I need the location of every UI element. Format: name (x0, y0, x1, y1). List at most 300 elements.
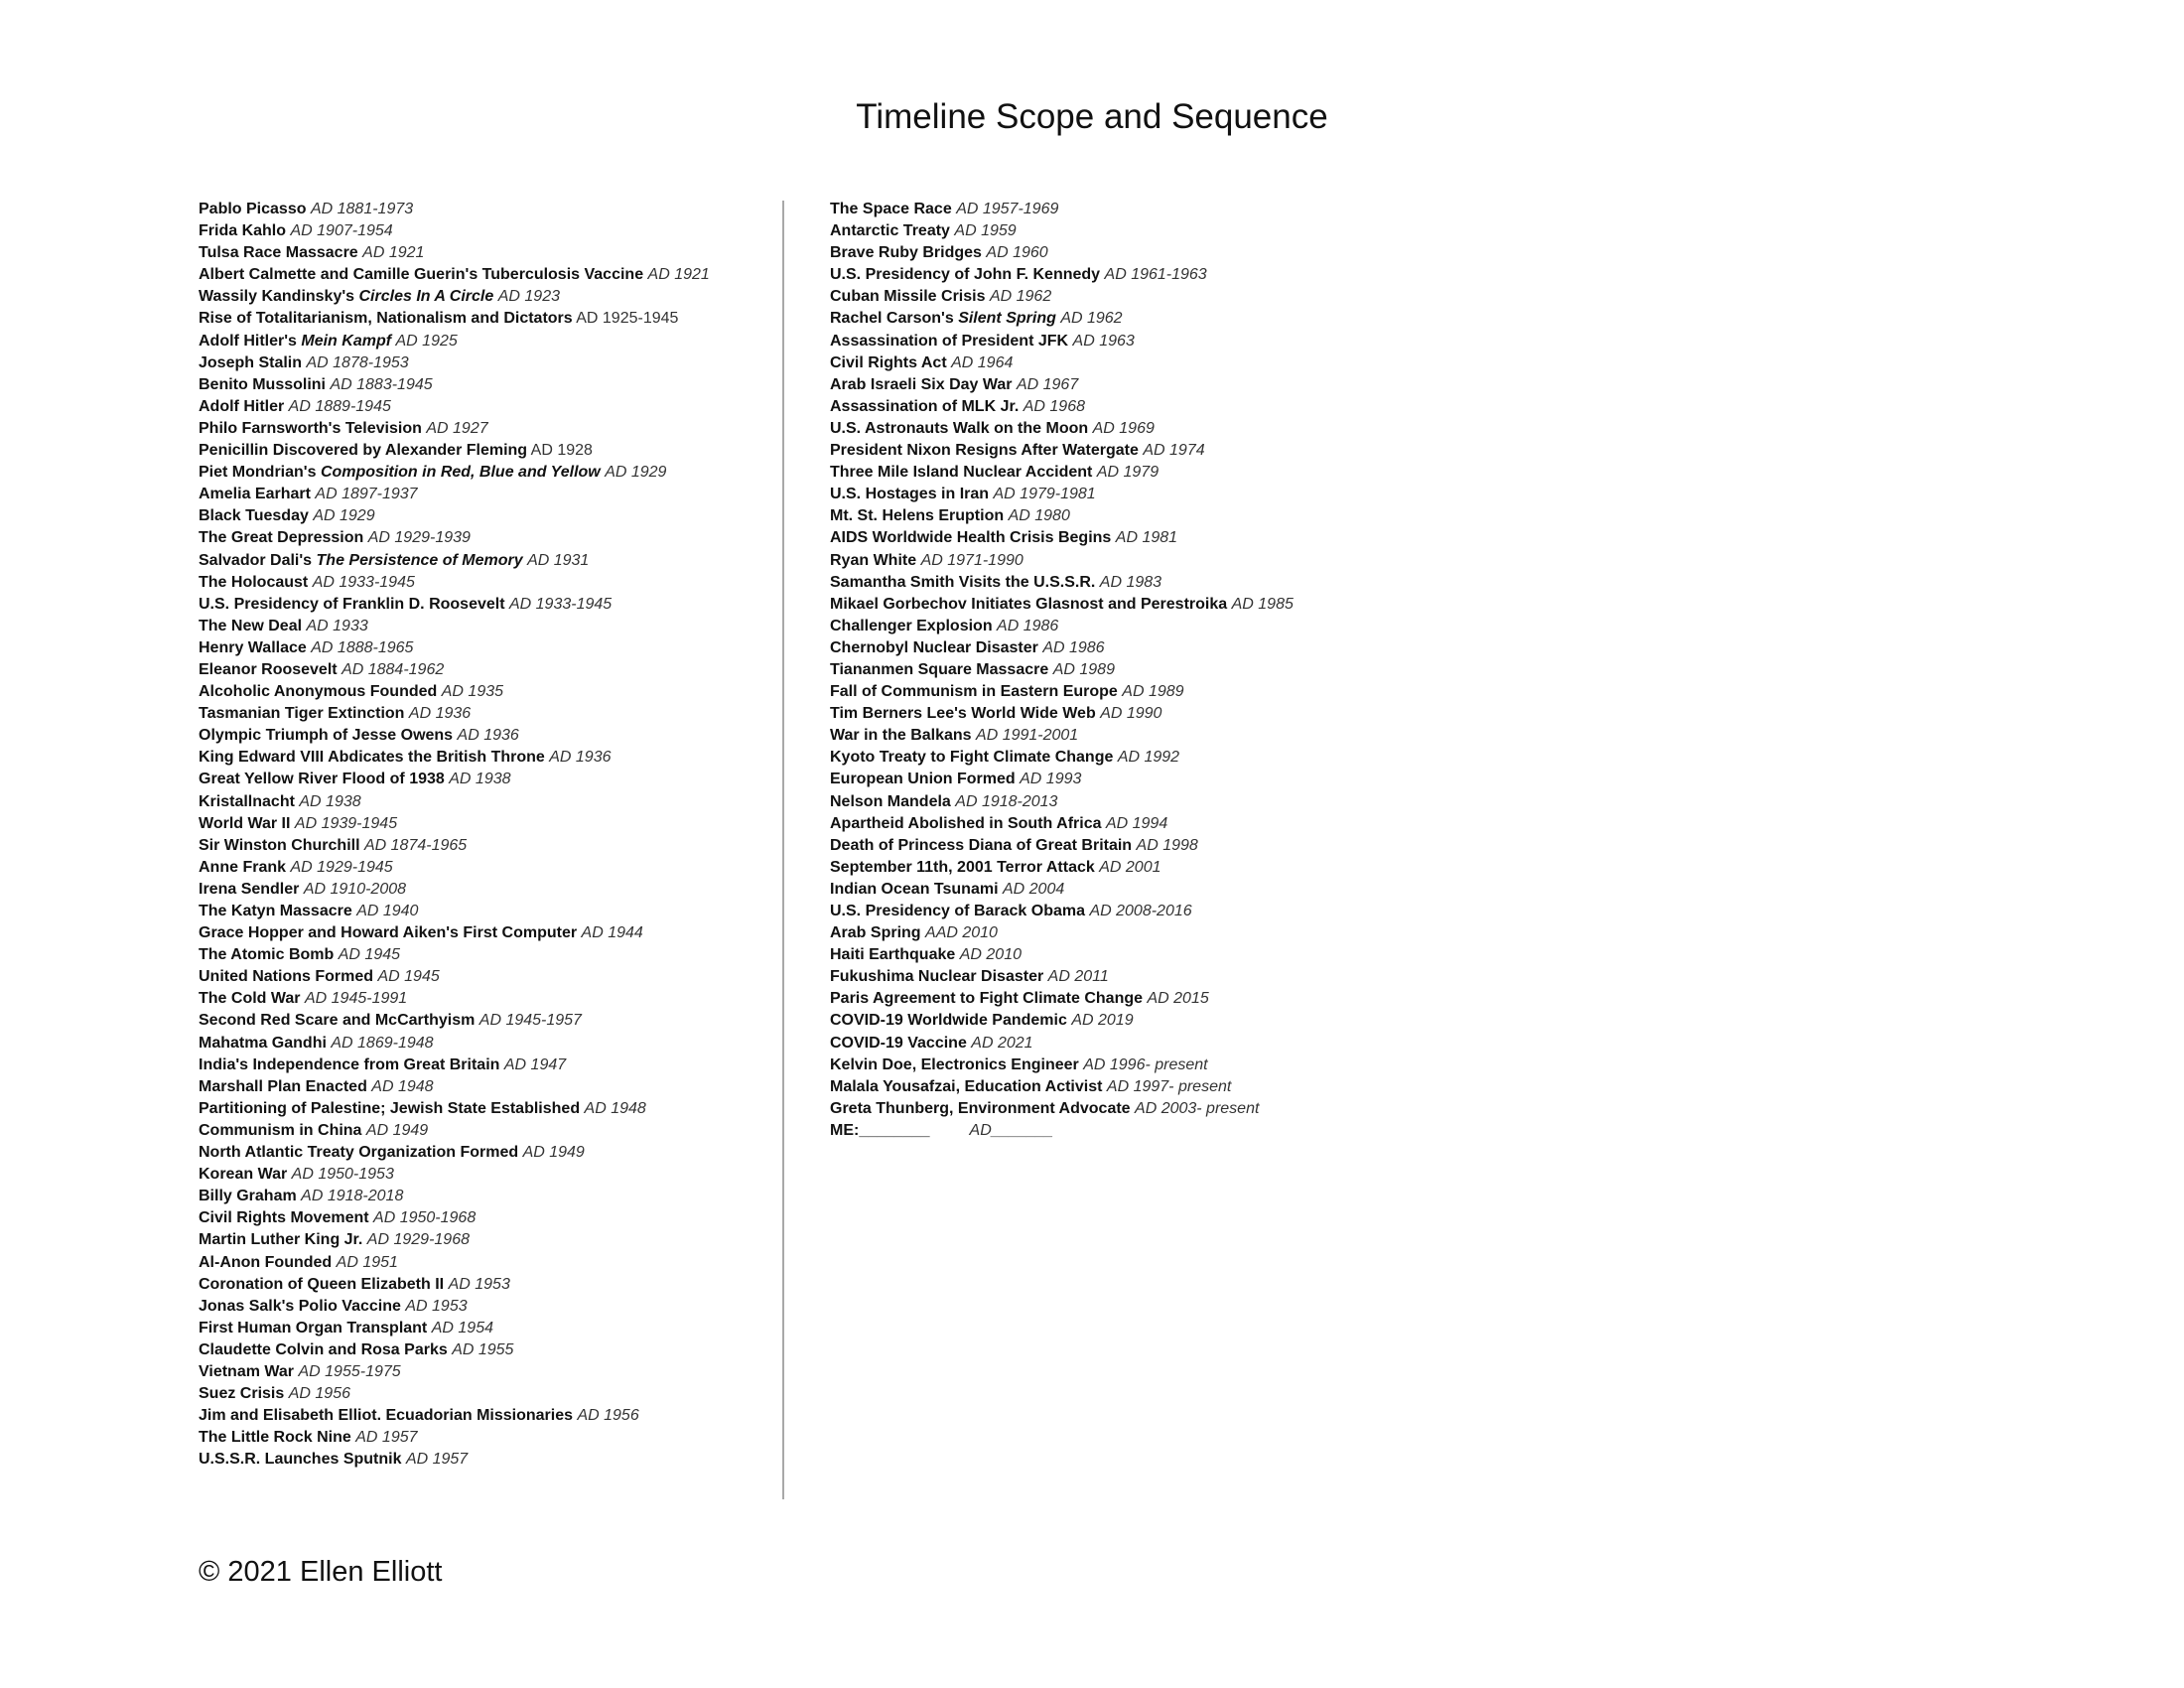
timeline-entry (830, 879, 1386, 901)
entry-name (199, 1451, 401, 1468)
entry-name (830, 222, 950, 239)
timeline-entry (199, 1296, 715, 1318)
entry-name-text: Civil Rights Movement (199, 1209, 369, 1227)
entry-name-text: Kristallnacht (199, 792, 295, 810)
entry-name (830, 420, 1088, 437)
entry-name-text: Second Red Scare and McCarthyism (199, 1012, 476, 1030)
entry-name-text: Adolf Hitler (199, 397, 285, 415)
entry-name (199, 881, 299, 898)
entry-name (199, 266, 643, 283)
entry-name-text: Rise of Totalitarianism, Nationalism and Dictators (199, 310, 573, 328)
entry-name (830, 1122, 930, 1139)
timeline-entry (830, 835, 1386, 857)
entry-name-text: Wassily Kandinsky's (199, 288, 359, 306)
entry-name (199, 705, 404, 722)
timeline-entry (830, 1120, 1386, 1142)
timeline-entry (199, 1449, 715, 1471)
entry-name-text: Suez Crisis (199, 1385, 285, 1403)
entry-date: AD 1939-1945 (294, 814, 398, 832)
timeline-entry (199, 901, 715, 922)
entry-name (199, 288, 493, 305)
entry-name (199, 1298, 401, 1315)
entry-name (830, 1078, 1102, 1095)
entry-date: AD 2019 (1071, 1012, 1134, 1030)
entry-name-text: Anne Frank (199, 858, 287, 876)
timeline-entry (199, 725, 715, 747)
entry-name-text: The Holocaust (199, 573, 309, 591)
timeline-entry (830, 308, 1386, 330)
entry-date: AD 1929 (313, 507, 375, 525)
timeline-entry (830, 681, 1386, 703)
entry-name (199, 398, 284, 415)
entry-name-text: Henry Wallace (199, 638, 307, 656)
entry-name-text: Eleanor Roosevelt (199, 660, 338, 678)
entry-date: AD 1945-1957 (478, 1012, 582, 1030)
entry-name-text: Coronation of Queen Elizabeth II (199, 1275, 445, 1293)
timeline-entry (199, 791, 715, 813)
entry-date: AD 1981 (1115, 529, 1178, 547)
timeline-entry (830, 1033, 1386, 1055)
entry-date: AD 1955 (452, 1340, 514, 1358)
entry-name-text: The Great Depression (199, 529, 364, 547)
entry-name-text: King Edward VIII Abdicates the British Throne (199, 749, 545, 767)
entry-date: AD 1963 (1072, 332, 1135, 350)
timeline-entry (199, 1076, 715, 1098)
entry-name-text: Benito Mussolini (199, 375, 326, 393)
entry-name (199, 946, 334, 963)
entry-name (199, 354, 302, 371)
entry-name-text: Jonas Salk's Polio Vaccine (199, 1297, 401, 1315)
entry-name (199, 596, 505, 613)
entry-name-text: U.S. Hostages in Iran (830, 486, 990, 503)
entry-name (199, 201, 307, 217)
entry-date: AD 1929-1939 (367, 529, 471, 547)
entry-name (199, 552, 523, 569)
entry-date: AD 1945 (338, 946, 401, 964)
entry-date: AD 1883-1945 (330, 375, 433, 393)
entry-name-text: Apartheid Abolished in South Africa (830, 814, 1102, 832)
entry-date: AD 1897-1937 (315, 486, 418, 503)
entry-name-text: The Little Rock Nine (199, 1429, 351, 1447)
entry-name-text: COVID-19 Vaccine (830, 1034, 967, 1052)
entry-date: AD 1974 (1143, 442, 1205, 460)
entry-name-text: Vietnam War (199, 1362, 295, 1380)
entry-name (830, 793, 951, 810)
entry-name-text: U.S. Astronauts Walk on the Moon (830, 419, 1089, 437)
timeline-entry (199, 703, 715, 725)
entry-name (830, 859, 1095, 876)
entry-date: AD 1993 (1020, 771, 1082, 788)
entry-date: AD 1954 (431, 1319, 493, 1336)
entry-name (199, 903, 352, 919)
entry-date: AD 1971-1990 (920, 551, 1024, 569)
timeline-entry (830, 220, 1386, 242)
entry-name-text: The Space Race (830, 201, 952, 217)
entry-name (830, 1035, 967, 1052)
entry-name (199, 661, 338, 678)
entry-date: AD 2001 (1099, 858, 1161, 876)
entry-date: AD 1967 (1016, 375, 1079, 393)
entry-name-text: Alcoholic Anonymous Founded (199, 683, 438, 701)
entry-name-text: Frida Kahlo (199, 222, 287, 240)
timeline-entry (830, 505, 1386, 527)
timeline-entry (199, 550, 715, 572)
entry-date: AD 1983 (1099, 573, 1162, 591)
timeline-entry (199, 659, 715, 681)
timeline-entry (830, 901, 1386, 922)
entry-name (199, 1341, 448, 1358)
entry-date: AD 1956 (288, 1385, 350, 1403)
timeline-entry (199, 1120, 715, 1142)
entry-name (199, 859, 286, 876)
entry-name-text: Rachel Carson's (830, 310, 959, 328)
entry-name-text: The Atomic Bomb (199, 946, 335, 964)
entry-work-title: Circles In A Circle (358, 288, 494, 306)
entry-date: AD 1938 (449, 771, 511, 788)
entry-date: AD 1936 (549, 749, 612, 767)
entry-name (830, 1056, 1079, 1073)
timeline-entry (199, 1427, 715, 1449)
timeline-entry (199, 331, 715, 352)
entry-name (830, 398, 1019, 415)
entry-name (830, 1100, 1131, 1117)
timeline-entry (199, 769, 715, 790)
entry-name-text: U.S.S.R. Launches Sputnik (199, 1451, 402, 1469)
timeline-entry (199, 440, 715, 462)
timeline-entry (199, 286, 715, 308)
timeline-entry (830, 966, 1386, 988)
entry-date: AD 2010 (959, 946, 1022, 964)
entry-name (199, 1385, 284, 1402)
entry-name (830, 727, 972, 744)
timeline-entry (830, 594, 1386, 616)
entry-name-text: Pablo Picasso (199, 201, 307, 217)
entry-name-text: Claudette Colvin and Rosa Parks (199, 1340, 448, 1358)
entry-name-text: The Cold War (199, 990, 301, 1008)
entry-work-title: The Persistence of Memory (316, 551, 523, 569)
timeline-entry (199, 1033, 715, 1055)
entry-name (199, 574, 308, 591)
timeline-entry (830, 374, 1386, 396)
timeline-entry (830, 1010, 1386, 1032)
entry-name-text: Communism in China (199, 1121, 362, 1139)
entry-name-text: President Nixon Resigns After Watergate (830, 442, 1139, 460)
entry-date: AD 1933-1945 (508, 595, 613, 613)
timeline-entry (830, 747, 1386, 769)
entry-date: AD 1961-1963 (1104, 266, 1207, 284)
entry-name-text: Piet Mondrian's (199, 464, 321, 482)
entry-name-text: Joseph Stalin (199, 353, 303, 371)
timeline-entry (199, 396, 715, 418)
entry-date: AD 1927 (426, 419, 488, 437)
entry-name (830, 574, 1095, 591)
entry-date: AD 1944 (581, 924, 643, 942)
timeline-entry (199, 308, 715, 330)
timeline-entry (199, 1318, 715, 1339)
entry-date: AD 2008-2016 (1089, 903, 1192, 919)
entry-name-text: Kelvin Doe, Electronics Engineer (830, 1055, 1079, 1073)
entry-name-text: European Union Formed (830, 771, 1016, 788)
left-column (199, 199, 715, 1471)
entry-date: AD 1921 (362, 244, 425, 262)
entry-name-text: Haiti Earthquake (830, 946, 956, 964)
entry-date: AD 1956 (577, 1407, 639, 1425)
entry-name (199, 1100, 580, 1117)
entry-name-text: The Katyn Massacre (199, 903, 352, 919)
entry-name-text: Tasmanian Tiger Extinction (199, 705, 405, 723)
entry-work-title: Silent Spring (958, 310, 1056, 328)
copyright-notice: © 2021 Ellen Elliott (199, 1556, 443, 1588)
timeline-entry (830, 725, 1386, 747)
entry-date: AD 1918-2013 (955, 792, 1058, 810)
entry-date: AD 1910-2008 (303, 880, 407, 898)
entry-name (199, 529, 363, 546)
entry-date: AD 1960 (986, 244, 1048, 262)
entry-date: AD 1985 (1231, 595, 1294, 613)
entry-date: AD 2015 (1147, 990, 1209, 1008)
entry-name (830, 837, 1132, 854)
entry-name-text: Arab Spring (830, 924, 921, 942)
timeline-entry (830, 264, 1386, 286)
entry-name-text: Mikael Gorbechov Initiates Glasnost and Perestroika (830, 595, 1228, 613)
entry-name (830, 288, 986, 305)
entry-name-text: Kyoto Treaty to Fight Climate Change (830, 749, 1114, 767)
entry-name (830, 201, 952, 217)
entry-date: AD 2004 (1002, 880, 1065, 898)
entry-name (830, 771, 1016, 787)
entry-name-text: World War II (199, 814, 291, 832)
timeline-entry (199, 857, 715, 879)
timeline-entry (199, 1142, 715, 1164)
entry-date: AD 1951 (336, 1253, 398, 1271)
entry-name (830, 507, 1004, 524)
entry-name-text: War in the Balkans (830, 727, 972, 745)
entry-name (830, 990, 1143, 1007)
entry-name (199, 244, 358, 261)
timeline-entry (199, 1010, 715, 1032)
entry-name-text: United Nations Formed (199, 968, 374, 986)
timeline-entry (199, 616, 715, 637)
entry-name (199, 1056, 499, 1073)
timeline-entry (199, 1207, 715, 1229)
timeline-entry (830, 572, 1386, 594)
timeline-entry (830, 440, 1386, 462)
timeline-entry (830, 484, 1386, 505)
entry-date: AD 1991-2001 (976, 727, 1079, 745)
timeline-entry (830, 1076, 1386, 1098)
entry-name (199, 968, 373, 985)
entry-name (830, 815, 1102, 832)
entry-date: AD_______ (969, 1121, 1054, 1139)
entry-date: AD 1957 (405, 1451, 469, 1469)
entry-date: AD 1928 (530, 442, 593, 460)
timeline-entry (199, 1274, 715, 1296)
entry-date: AD 1997- present (1106, 1077, 1232, 1095)
entry-name (199, 507, 309, 524)
entry-date: AD 1996- present (1083, 1055, 1208, 1073)
entry-name-text: Indian Ocean Tsunami (830, 880, 999, 898)
entry-date: AD 1980 (1008, 507, 1070, 525)
entry-date: AD 1986 (1042, 638, 1105, 656)
entry-date: AD 1962 (989, 288, 1052, 306)
entry-name (199, 1407, 573, 1424)
timeline-entry (830, 352, 1386, 374)
entry-date: AD 1878-1953 (306, 353, 409, 371)
entry-date: AD 1990 (1100, 705, 1162, 723)
entry-date: AD 1959 (954, 222, 1017, 240)
entry-name (199, 793, 295, 810)
entry-name (199, 464, 601, 481)
entry-name-text: AIDS Worldwide Health Crisis Begins (830, 529, 1112, 547)
timeline-entry (830, 659, 1386, 681)
entry-date: AD 1923 (497, 288, 560, 306)
timeline-entry (830, 331, 1386, 352)
entry-name (830, 903, 1085, 919)
entry-name (199, 749, 545, 766)
entry-name (199, 990, 301, 1007)
entry-name-text: Fall of Communism in Eastern Europe (830, 683, 1118, 701)
entry-name-text: U.S. Presidency of Franklin D. Roosevelt (199, 595, 505, 613)
timeline-entry (830, 769, 1386, 790)
entry-name-text: Chernobyl Nuclear Disaster (830, 638, 1038, 656)
right-column (830, 199, 1386, 1142)
entry-name (199, 486, 311, 502)
entry-name-text: Albert Calmette and Camille Guerin's Tuberculosis Vaccine (199, 266, 644, 284)
entry-name-text: Cuban Missile Crisis (830, 288, 986, 306)
entry-date: AD 1968 (1023, 397, 1085, 415)
entry-name-text: Arab Israeli Six Day War (830, 375, 1013, 393)
entry-name-text: Amelia Earhart (199, 486, 311, 503)
entry-date: AD 1935 (441, 683, 504, 701)
entry-date: AD 1921 (647, 266, 710, 284)
entry-date: AD 1874-1965 (363, 836, 468, 854)
entry-name-text: Tulsa Race Massacre (199, 244, 358, 262)
entry-name (199, 815, 290, 832)
entry-date: AD 1936 (457, 727, 519, 745)
entry-date: AD 1936 (408, 705, 472, 723)
entry-date: AD 1950-1953 (291, 1166, 394, 1184)
entry-name (830, 310, 1056, 327)
entry-name (830, 749, 1113, 766)
entry-name-text: Assassination of MLK Jr. (830, 397, 1020, 415)
entry-date: AD 1929-1945 (290, 858, 393, 876)
timeline-entry (199, 352, 715, 374)
timeline-entry (830, 199, 1386, 220)
entry-name (830, 596, 1227, 613)
entry-name (830, 881, 999, 898)
entry-date: AD 1889-1945 (288, 397, 391, 415)
timeline-entry (199, 418, 715, 440)
entry-name (830, 464, 1092, 481)
entry-date: AD 1953 (405, 1297, 468, 1315)
timeline-entry (830, 703, 1386, 725)
entry-name (199, 771, 445, 787)
timeline-entry (830, 527, 1386, 549)
entry-date: AD 1907-1954 (290, 222, 393, 240)
timeline-entry (830, 988, 1386, 1010)
timeline-entry (830, 944, 1386, 966)
entry-date: AD 2021 (971, 1034, 1033, 1052)
entry-date: AD 1955-1975 (298, 1362, 401, 1380)
entry-name-text: Brave Ruby Bridges (830, 244, 982, 262)
entry-name (830, 442, 1139, 459)
timeline-entry (199, 966, 715, 988)
timeline-entry (199, 242, 715, 264)
entry-date: AD 1925 (395, 332, 458, 350)
entry-name (199, 376, 326, 393)
entry-name (199, 1320, 427, 1336)
entry-work-title: Composition in Red, Blue and Yellow (320, 464, 601, 482)
entry-name (199, 1144, 518, 1161)
entry-name (830, 244, 982, 261)
entry-name-text: Salvador Dali's (199, 551, 317, 569)
entry-date: AD 1992 (1117, 749, 1180, 767)
timeline-entry (199, 835, 715, 857)
entry-date: AAD 2010 (925, 924, 998, 942)
entry-name (830, 968, 1043, 985)
timeline-entry (199, 374, 715, 396)
timeline-entry (199, 505, 715, 527)
timeline-entry (199, 747, 715, 769)
entry-name (830, 639, 1038, 656)
entry-date: AD 2011 (1047, 968, 1109, 986)
entry-name (199, 924, 577, 941)
entry-name-text: Irena Sendler (199, 880, 300, 898)
timeline-entry (199, 594, 715, 616)
entry-name-text: Paris Agreement to Fight Climate Change (830, 990, 1144, 1008)
entry-name-text: Korean War (199, 1166, 288, 1184)
entry-name (199, 1188, 297, 1204)
entry-date: AD 1918-2018 (301, 1188, 404, 1205)
page-title: Timeline Scope and Sequence (856, 97, 1328, 136)
timeline-entry (199, 527, 715, 549)
entry-date: AD 1953 (448, 1275, 510, 1293)
timeline-entry (199, 1098, 715, 1120)
entry-name-text: Al-Anon Founded (199, 1253, 333, 1271)
entry-date: AD 1933 (306, 617, 368, 634)
entry-date: AD 1989 (1122, 683, 1184, 701)
entry-name (830, 705, 1096, 722)
entry-date: AD 1949 (365, 1121, 429, 1139)
timeline-entry (830, 418, 1386, 440)
entry-name-text: Nelson Mandela (830, 792, 951, 810)
timeline-entry (830, 922, 1386, 944)
entry-name-text: Billy Graham (199, 1188, 297, 1205)
entry-date: AD 1888-1965 (311, 638, 414, 656)
timeline-entry (199, 681, 715, 703)
entry-name-text: Jim and Elisabeth Elliot. Ecuadorian Missionaries (199, 1407, 573, 1425)
timeline-entry (830, 286, 1386, 308)
entry-date: AD 1938 (299, 792, 361, 810)
entry-date: AD 1869-1948 (331, 1034, 434, 1052)
entry-work-title: Mein Kampf (301, 332, 392, 350)
entry-name-text: Three Mile Island Nuclear Accident (830, 464, 1093, 482)
entry-name (830, 946, 955, 963)
entry-name (199, 618, 302, 634)
entry-name (199, 1363, 294, 1380)
entry-name (830, 486, 989, 502)
entry-name-text: Penicillin Discovered by Alexander Fleming (199, 442, 528, 460)
timeline-entry (199, 1405, 715, 1427)
timeline-entry (199, 1339, 715, 1361)
timeline-entry (830, 550, 1386, 572)
entry-name-text: Greta Thunberg, Environment Advocate (830, 1099, 1131, 1117)
entry-date: AD 1929 (605, 464, 667, 482)
timeline-entry (199, 813, 715, 835)
timeline-entry (830, 857, 1386, 879)
entry-name (830, 266, 1100, 283)
entry-date: AD 1979-1981 (993, 486, 1096, 503)
